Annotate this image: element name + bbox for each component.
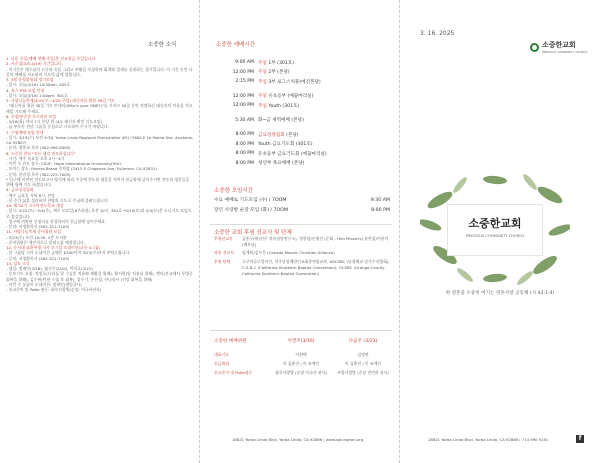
news-item-text: - 중보기도 요청: 정성호(다리를 잘 수술후 치유와 재활을 위해), 황지현(암 치유를 위해), 엔더(후교에서 투병중 회복을 위해), 김수연(탄한 수술 후 회복), 강우기, 손선경, 산나목사 (건강 회복을 위해) [6, 271, 193, 282]
news-item-text: - 문의: 정봉교 목사 (562-996-0005) [6, 145, 71, 151]
service-cell: 친교준비 및 Patio점돈 [214, 370, 253, 375]
service-cell: 화목사랑방 (순장 이국자 권사) [275, 370, 327, 375]
news-item-text: - 3/18(화) 저녁 7시 본당 위 (4/1 태신자 확인 기도모임) [6, 119, 103, 124]
worship-name [258, 103, 299, 109]
news-item-text: - 이번 주 꽃꽂이 도네이션: 정재인(생일감사) [6, 281, 82, 287]
worship-row [222, 140, 362, 150]
worship-row [222, 77, 362, 87]
news-item-text: - 일시: 3/22(토)~5/4(주), 매주 토요일(8주과정) 오전 10시, 301호 *4/19(토)과 5/3(토)은 도니기도 모임으로 휴강입니다. [6, 208, 192, 219]
worship-name [258, 79, 321, 85]
news-item-text: - 매주 금요일 저녁 8시, 본당 [6, 192, 55, 198]
worship-label: 1부 (301호) [268, 60, 294, 66]
meeting-title: 소중한 모임시간 [214, 188, 253, 194]
news-item-text: - 한 그룹당 식사 도네이션 금액은 $200이며 3/23(주)까지 부탁드립니다. [6, 250, 131, 256]
logo-text-kr: 소중한교회 [542, 41, 576, 49]
worship-row [222, 149, 362, 159]
divider [210, 330, 392, 331]
worship-label: 유초등부 금요기도회 (예꿈마리실) [258, 151, 327, 157]
group-key: 후원 단체 [214, 258, 231, 264]
worship-name [258, 141, 313, 147]
worship-name [258, 60, 294, 66]
worship-day: 주일 [258, 70, 269, 76]
news-item-text: - 문의: 서정환목사 (562-321-7105) [6, 224, 70, 229]
service-cell: 헌금위원 [214, 361, 230, 366]
meeting-row [214, 206, 390, 216]
news-item-heading: 4. 유스 PTA 모임 안내 [6, 87, 45, 93]
worship-row [222, 130, 362, 140]
worship-label: 2부 (본당) [268, 70, 290, 76]
news-item-text: - 준비위원은 개인적으로 알려드릴 예정입니다. [6, 239, 85, 245]
service-cell: 김정연 [357, 352, 369, 357]
worship-name [258, 151, 327, 157]
meeting-time: 8:00 PM [371, 208, 390, 213]
news-item-text: - 모이는 장소: Panera Bread 주차장 (2415 E Chapman Ave, Fullerton, CA 92831) [6, 166, 157, 172]
service-row [214, 359, 394, 368]
news-item-heading: 11. 사랑나눔축제 준비위원 모임 [6, 229, 61, 235]
service-cell: 대표기도 [214, 352, 230, 357]
worship-row [222, 92, 362, 102]
worship-time: 5:30 AM [235, 117, 254, 123]
worship-day: 주일 [258, 103, 269, 109]
news-item-text: - 이기간은 예수님의 고난과 죽음 그리고 부활을 묵상하며 회개와 절제를 실천하는 절기입니다. 이 기간 동안 다 같이 예배를 사모하며 기도의 삶에 힘씁니다. [6, 66, 193, 77]
worship-label: (본당) [286, 132, 299, 138]
worship-name [258, 117, 304, 123]
meeting-schedule [214, 196, 390, 216]
news-item-heading: 12. 동서대 교환학생 식사 초스일 도네이션(초등 4그룹) [6, 245, 101, 250]
logo-text-en: PRECIOUS COMMUNITY CHURCH [542, 50, 588, 54]
news-item-heading: 5. 사랑나눔축제(4/19 토~4/20 주일) 태신자를 위한 30일 기도 [6, 98, 115, 103]
news-item-text: - 친교준비 및 Patio 점돈: 화목사랑방(순장: 이국자권사) [6, 287, 102, 292]
cover-verse: 한 영혼을 소중히 여기는 영혼사랑 공동체 (사 43:1-4) [445, 291, 555, 296]
news-item-text: * 입구에 마련된 전도보고서 양식에 따라 주중에 전도한 영혼을 적어서 헌금함에 넣어주시면 전도한 영혼들을 위해 함께 기도 하겠습니다. [6, 176, 190, 187]
footer-address: 18821 Yorba Linda Blvd. Yorba Linda, CA 92886 | www.sojunghan.org [232, 437, 364, 442]
meeting-time: 9:30 AM [370, 198, 390, 203]
news-panel [0, 0, 200, 463]
service-header-this-week: 이번주(3/16) [287, 339, 315, 344]
meeting-label: 장년 사랑방 순장 모임 (화) / 7OOM [214, 208, 288, 213]
worship-day: 주일 [258, 79, 269, 85]
group-value: 김홍구(북)인주 치유상담연구소), 정형원/손영진 (순회 - Him Ministry) 유란철/이윤미 (베트남) [242, 236, 389, 248]
service-row [214, 368, 394, 377]
worship-label: 청년부 목요예배 (본당) [258, 161, 305, 167]
worship-row [222, 101, 362, 111]
news-item-heading: 6. 순장/부순장 모프라인 모임 [6, 113, 57, 119]
worship-row [222, 68, 362, 78]
service-title: 소중한 예배위원 [214, 339, 247, 344]
news-item-text: - 시간: 매주 목요일 오후 2시~4시 [6, 155, 65, 161]
news-item-text: - 생일: 정재민(3/16), 염선주(3/20), 박지호(3/21) [6, 266, 93, 271]
news-item [6, 103, 194, 114]
worship-time: 2:15 PM [235, 79, 254, 85]
news-list [6, 56, 194, 292]
service-cell: 이현택 [295, 352, 307, 357]
worship-label: 3부 로그스처플(예진본당) [268, 79, 321, 85]
news-item-text: - 이번 주 찬도 장소: CSUF, Hope International University(HIU) [6, 161, 122, 166]
news-item-text: - 3/23(주) 오전 10:50, 2층 도서관 [6, 234, 67, 240]
news-item [6, 67, 194, 78]
church-logo [530, 40, 587, 54]
news-item-text: - 한 주간 삶을 정리하며 찬양과 기도로 주님께 올려드립니다. [6, 197, 109, 203]
service-header-next-week: 다음주 (3/23) [348, 339, 378, 344]
news-item-text: - 늘 부목사 전담 그룹을 중심으로 기도하여 주시기 바랍니다. [6, 124, 109, 130]
worship-label: 유초등부 (예꿈마리실) [268, 94, 314, 100]
news-item-heading: 10. 제 32기 고구마전도학교 개강 [6, 203, 64, 208]
meeting-label: 수요 예배로 기도모임 (수) / 7OOM [214, 198, 287, 203]
news-item [6, 135, 194, 146]
group-key: 후원선교사 [214, 236, 233, 241]
news-item [6, 208, 194, 219]
group-row [214, 236, 394, 248]
worship-row [222, 159, 362, 169]
service-cell: 이 김춘진 / 이 조예인 [344, 361, 382, 366]
news-item-heading: 3. 3월 운영위원회 정기모임 [6, 77, 54, 82]
news-item-heading: 8. 소중한 찬도 "모든 생각 전도하십니다" [6, 150, 76, 156]
worship-day: 주일 [258, 60, 269, 66]
support-groups [214, 236, 394, 279]
worship-row [222, 116, 362, 126]
worship-day: 주일 [258, 94, 269, 100]
groups-title: 소중한 교회 후원 선교사 및 단체 [214, 230, 292, 236]
divider [210, 224, 392, 225]
worship-time: 12:00 PM [232, 93, 254, 99]
footer-address-right: 18821 Yorba Linda Blvd. Yorba Linda, CA 92886 | 714 990 9191 [428, 437, 549, 442]
news-item-heading: 9. 금요성경집회 [6, 187, 34, 193]
news-item-text: - 일시: 오늘(3/16) 2:00pm, 301호 [6, 92, 68, 98]
news-item-text: - 입구에 비치된 신청서를 작성하셔서 헌금함에 넣어주세요. [6, 218, 107, 224]
service-team [214, 338, 394, 377]
worship-row [222, 58, 362, 68]
news-item [6, 287, 194, 292]
group-value: 고구마글로벌미션, 미주남침례한인교회총연합교부, ASCSBC (남침례교 남가주지방회), C.S.B.C (California Southern Baptist Convention), OCSBC (Orange County California Southern Baptist Convention) [242, 258, 390, 277]
worship-time: 8:00 PM [235, 151, 254, 157]
worship-time: 8:00 PM [235, 141, 254, 147]
group-key: 파송 선교사 [214, 250, 235, 256]
group-row [214, 259, 394, 278]
news-item-text: - 문의: 서정환목사 (562-321-7105) [6, 255, 70, 261]
worship-title: 소중한 예배시간 [216, 42, 255, 48]
worship-name [258, 160, 304, 166]
worship-name [258, 93, 313, 99]
facebook-icon[interactable]: f [576, 435, 584, 443]
news-item-heading: 13. 성도 소식 [6, 260, 30, 266]
news-item-heading: 1. 다음 주일(예배 넷째 주일)은 선교헌금 주일입니다. [6, 56, 97, 61]
cover-title: 소중한교회 [468, 217, 522, 230]
news-item-text: - 일시: 오늘(3/16) 10:50am, 205호 [6, 82, 71, 88]
news-title: 소중한 소식 [148, 42, 177, 48]
group-row [214, 250, 394, 256]
cover-subtitle: PRECIOUS COMMUNITY CHURCH [465, 234, 525, 238]
service-cell: 이 김춘진 / 이 조예인 [282, 361, 320, 366]
news-item-heading: 7. 수영예배 모임 안내 [6, 129, 44, 135]
bulletin-date: 3. 16. 2025 [420, 30, 455, 37]
worship-time: 8:00 PM [235, 160, 254, 166]
worship-name [258, 132, 299, 138]
worship-name [258, 69, 290, 75]
worship-label: 화~금 새벽예배 (본당) [258, 118, 304, 124]
news-item-heading: 2. 사순절(3/5-4/19) 기간입니다. [6, 61, 63, 67]
worship-time: 8:00 PM [235, 132, 254, 138]
news-item [6, 177, 194, 188]
worship-time: 12:00 PM [232, 69, 254, 75]
worship-label: Youth 금요기도회 (301호) [258, 142, 313, 148]
logo-icon [530, 43, 539, 52]
news-item-text: - 일시: 3/19(수) 오전 9:30, Yorba Linda Regional Park(shelter #5) (7600 E La Palma Ave, Anaheim, CA 92807) [6, 134, 194, 145]
worship-schedule [222, 58, 362, 168]
news-item-text: - "태신자를 위한 30일 기도 안내서(Who's your ONE?)"를 가지고 30일 동안 작정하신 태신자의 이름을 적고 매일 기도해 주세요. [6, 103, 193, 114]
worship-time: 9:00 AM [235, 60, 254, 66]
group-value: 임재원/김무웅 (Canada Mosaic Christian Alliance) [242, 250, 335, 256]
worship-day: 금요성령집회 [258, 132, 287, 138]
service-row [214, 350, 394, 359]
service-cell: 사랑사랑방 (순장 천민희 권사) [337, 370, 389, 375]
news-item [6, 271, 194, 282]
worship-time: 12:00 PM [232, 103, 254, 109]
cover-title-card [447, 204, 543, 256]
worship-label: Youth (301호) [268, 103, 300, 109]
meeting-row [214, 196, 390, 206]
news-item-text: - 문의: 한미경 목사 (562-225-7005) [6, 171, 71, 177]
